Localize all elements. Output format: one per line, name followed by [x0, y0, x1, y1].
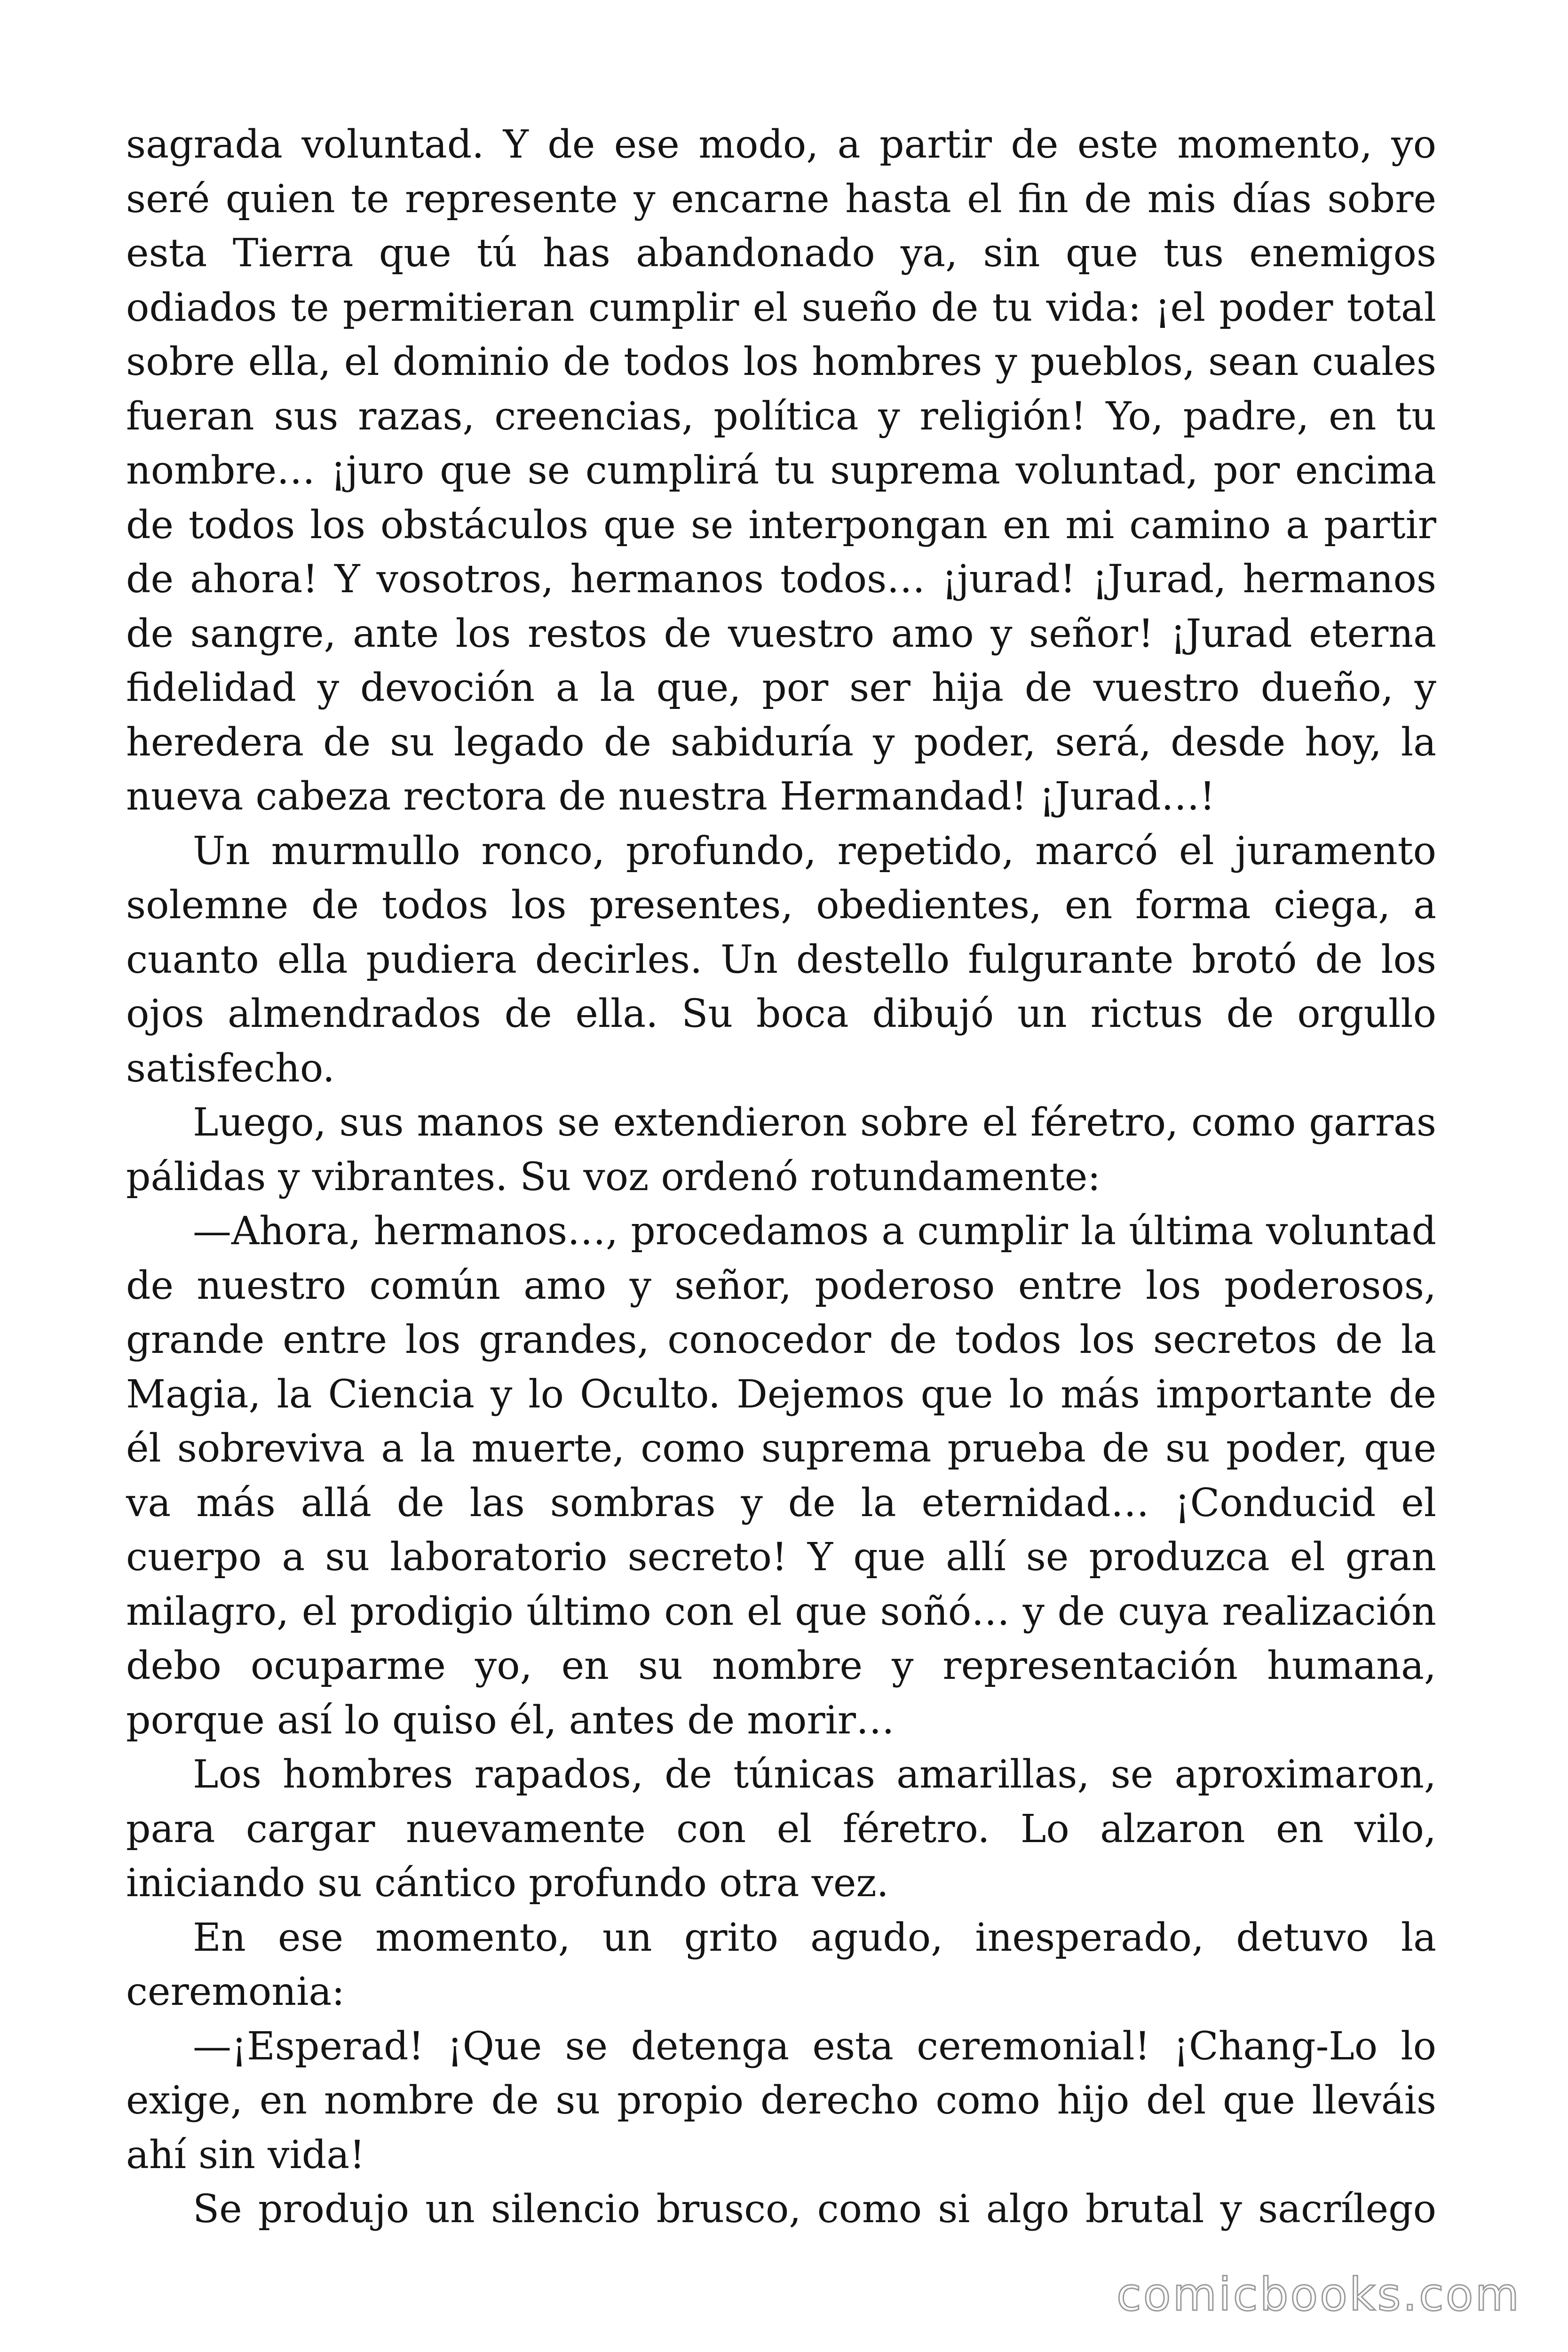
paragraph-continuation: sagrada voluntad. Y de ese modo, a partir de este momento, yo seré quien te represente y encarne hasta el fin de mis días sobre esta Tierra que tú has abandonado ya, sin que tus enemigos odiados te permitieran cumplir el sueño de tu vida: ¡el poder total sobre ella, el dominio de todos los hombres y pueblos, sean cuales fueran sus razas, creencias, política y religión! Yo, padre, en tu nombre… ¡juro que se cumplirá tu suprema voluntad, por encima de todos los obstáculos que se interpongan en mi camino a partir de ahora! Y vosotros, hermanos todos… ¡jurad! ¡Jurad, hermanos de sangre, ante los restos de vuestro amo y señor! ¡Jurad eterna fidelidad y devoción a la que, por ser hija de vuestro dueño, y heredera de su legado de sabiduría y poder, será, desde hoy, la nueva cabeza rectora de nuestra Hermandad! ¡Jurad…! [126, 122, 1436, 819]
paragraph-murmullo: Un murmullo ronco, profundo, repetido, marcó el juramento solemne de todos los presentes, obedientes, en forma ciega, a cuanto ella pudiera decirles. Un destello fulgurante brotó de los ojos almendrados de ella. Su boca dibujó un rictus de orgullo satisfecho. [126, 828, 1436, 1091]
paragraph-dialogue-esperad: —¡Esperad! ¡Que se detenga esta ceremonial! ¡Chang-Lo lo exige, en nombre de su propio derecho como hijo del que lleváis ahí sin vida! [126, 2024, 1436, 2177]
paragraph-silencio: Se produjo un silencio brusco, como si algo brutal y sacrílego [193, 2187, 1436, 2232]
paragraph-dialogue-ahora: —Ahora, hermanos…, procedamos a cumplir la última voluntad de nuestro común amo y señor, poderoso entre los poderosos, grande entre los grandes, conocedor de todos los secretos de la Magia, la Ciencia y lo Oculto. Dejemos que lo más importante de él sobreviva a la muerte, como suprema prueba de su poder, que va más allá de las sombras y de la eternidad… ¡Conducid el cuerpo a su laboratorio secreto! Y que allí se produzca el gran milagro, el prodigio último con el que soñó… y de cuya realización debo ocuparme yo, en su nombre y representación humana, porque así lo quiso él, antes de morir… [126, 1209, 1436, 1743]
paragraph-hombres-rapados: Los hombres rapados, de túnicas amarillas, se aproximaron, para cargar nuevamente con el féretro. Lo alzaron en vilo, iniciando su cántico profundo otra vez. [126, 1752, 1436, 1906]
paragraph-grito: En ese momento, un grito agudo, inesperado, detuvo la ceremonia: [126, 1915, 1436, 2014]
watermark-logo: comicbooks.com [1116, 2268, 1521, 2321]
body-text [126, 118, 1436, 2237]
paragraph-luego: Luego, sus manos se extendieron sobre el féretro, como garras pálidas y vibrantes. Su voz ordenó rotundamente: [126, 1100, 1436, 1200]
